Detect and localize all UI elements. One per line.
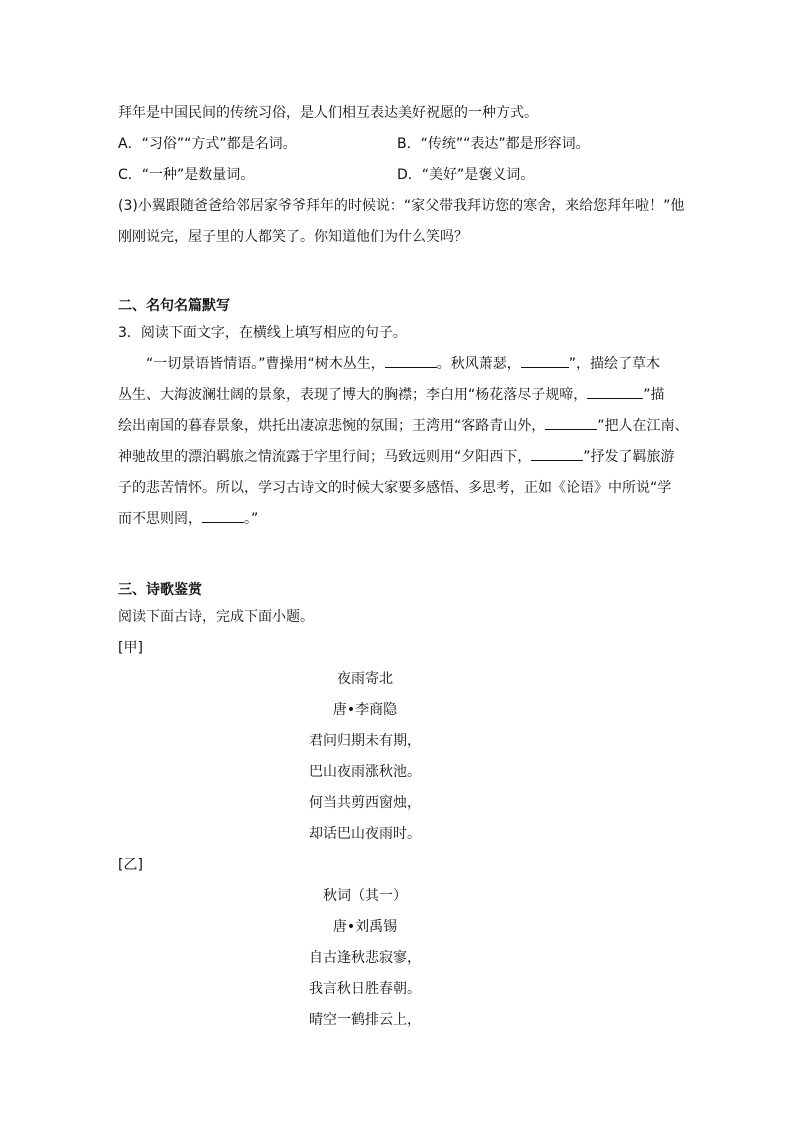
q2-sub3-line1: (3)小翼跟随爸爸给邻居家爷爷拜年的时候说：“家父带我拜访您的寒舍，来给您拜年啦！”他: [118, 198, 685, 214]
q3-text-seg: “一切景语皆情语。”曹操用“树木丛生，: [146, 356, 385, 372]
poem-b-line-1: 自古逢秋悲寂寥，: [309, 950, 421, 966]
q3-text-seg: 。秋风萧瑟，: [436, 356, 521, 372]
q3-text-seg: ”描: [643, 387, 665, 403]
q3-text-seg: 而不思则罔，: [118, 511, 202, 527]
fill-blank-3[interactable]: [587, 382, 643, 399]
q3-paragraph-line4: [118, 442, 680, 473]
option-c: C．“一种”是数量词。: [118, 167, 255, 183]
poem-a-line-2: 巴山夜雨涨秋池。: [309, 764, 421, 780]
q3-stem: 3．阅读下面文字，在横线上填写相应的句子。: [118, 325, 407, 341]
q3-text-seg: 丛生、大海波澜壮阔的景象，表现了博大的胸襟；李白用“杨花落尽子规啼，: [118, 387, 588, 403]
poem-b-title: 秋词（其一）: [323, 888, 407, 904]
options-row-cd: [118, 160, 680, 191]
option-a: A．“习俗”“方式”都是名词。: [118, 136, 297, 152]
section2-title: 二、名句名篇默写: [118, 298, 230, 314]
poem-a-marker: [甲]: [118, 640, 143, 656]
q3-paragraph-line3: [118, 411, 689, 442]
q2-sub3-line2: 刚刚说完，屋子里的人都笑了。你知道他们为什么笑吗？: [118, 229, 468, 245]
poem-b-line-2: 我言秋日胜春朝。: [309, 981, 421, 997]
poem-b-author: 唐•刘禹锡: [332, 919, 398, 935]
q3-text-seg: ”，描绘了草木: [568, 356, 661, 372]
poem-b: [84, 881, 680, 1036]
poem-a-line-4: 却话巴山夜雨时。: [309, 826, 421, 842]
poem-a-line-1: 君问归期未有期，: [309, 733, 421, 749]
fill-blank-2[interactable]: [521, 351, 569, 368]
option-b: B．“传统”“表达”都是形容词。: [397, 136, 590, 152]
spacer: [118, 535, 680, 578]
fill-blank-6[interactable]: [202, 506, 244, 523]
q3-text-seg: 绘出南国的暮春景象，烘托出凄凉悲惋的氛围；王湾用“客路青山外，: [118, 418, 546, 434]
fill-blank-1[interactable]: [385, 351, 437, 368]
q2-intro-text: 拜年是中国民间的传统习俗，是人们相互表达美好祝愿的一种方式。: [118, 105, 538, 121]
fill-blank-5[interactable]: [531, 444, 583, 461]
poem-a: [84, 664, 680, 850]
section3-title: 三、诗歌鉴赏: [118, 582, 202, 598]
q3-text-seg: ”抒发了羁旅游: [583, 449, 675, 465]
poem-b-line-3: 晴空一鹤排云上，: [309, 1012, 421, 1028]
q3-text-seg: 神驰故里的漂泊羁旅之情流露于字里行间；马致远则用“夕阳西下，: [118, 449, 532, 465]
poem-a-title: 夜雨寄北: [337, 671, 393, 687]
poem-b-marker: [乙]: [118, 857, 143, 873]
poem-a-line-3: 何当共剪西窗烛，: [309, 795, 421, 811]
spacer: [118, 253, 680, 294]
fill-blank-4[interactable]: [545, 413, 597, 430]
poem-a-author: 唐•李商隐: [332, 702, 398, 718]
q3-text-seg: ”把人在江南、: [597, 418, 689, 434]
exam-page: [118, 98, 689, 1036]
q3-paragraph-line5: 子的悲苦情怀。所以，学习古诗文的时候大家要多感悟、多思考，正如《论语》中所说“学: [118, 480, 672, 496]
section3-instruction: 阅读下面古诗，完成下面小题。: [118, 609, 314, 625]
q3-paragraph-line6: [118, 504, 680, 535]
option-d: D．“美好”是褒义词。: [397, 167, 535, 183]
q3-paragraph-line1: [118, 349, 680, 380]
q3-text-seg: 。”: [244, 511, 259, 527]
options-row-ab: [118, 129, 680, 160]
q3-paragraph-line2: [118, 380, 680, 411]
